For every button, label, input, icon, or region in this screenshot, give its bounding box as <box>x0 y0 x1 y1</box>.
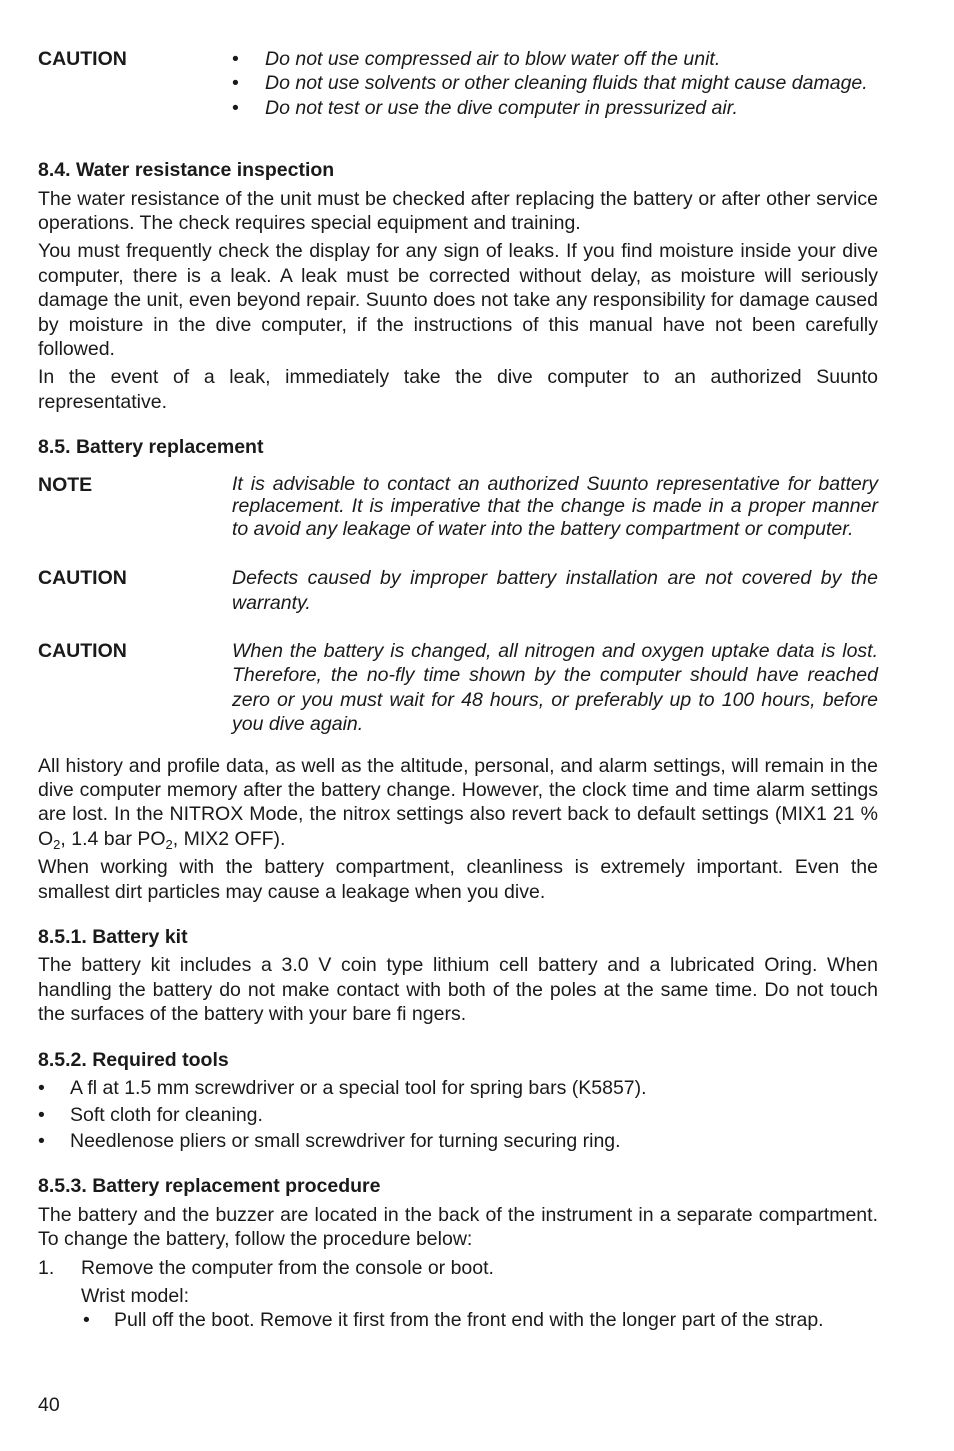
section-heading-8-4: 8.4. Water resistance inspection <box>38 159 335 182</box>
page-content <box>38 47 878 1333</box>
list-item: • Soft cloth for cleaning. <box>38 1103 878 1127</box>
paragraph: The water resistance of the unit must be checked after replacing the battery or after other service operations. The check requires special equipment and training. <box>38 187 878 235</box>
wrist-model-label: Wrist model: <box>81 1284 189 1307</box>
list-item: • Needlenose pliers or small screwdriver for turning securing ring. <box>38 1129 878 1153</box>
caution-item: • Do not use solvents or other cleaning fluids that might cause damage. <box>232 71 878 95</box>
tools-list <box>38 1076 878 1153</box>
subscript: 2 <box>165 836 173 852</box>
subscript: 2 <box>53 836 61 852</box>
sub-bullet-item: • Pull off the boot. Remove it first from the front end with the longer part of the strap. <box>38 1308 878 1332</box>
text-run: , MIX2 OFF). <box>172 827 286 850</box>
section-heading-8-5: 8.5. Battery replacement <box>38 436 264 459</box>
section-heading-8-5-2: 8.5.2. Required tools <box>38 1048 229 1071</box>
caution-label: CAUTION <box>38 640 127 662</box>
note-label: NOTE <box>38 473 93 496</box>
section-heading-8-5-3: 8.5.3. Battery replacement procedure <box>38 1175 381 1198</box>
section-heading-8-5-1: 8.5.1. Battery kit <box>38 926 188 949</box>
step-item <box>38 1256 878 1280</box>
list-item: • A fl at 1.5 mm screwdriver or a special tool for spring bars (K5857). <box>38 1076 878 1100</box>
caution-list <box>232 47 878 120</box>
caution-text: Defects caused by improper battery installation are not covered by the warranty. <box>232 567 878 614</box>
caution-label: CAUTION <box>38 48 127 70</box>
step-number: 1. <box>38 1256 55 1279</box>
caution-item: • Do not test or use the dive computer in pressurized air. <box>232 96 878 120</box>
caution-block <box>38 566 878 615</box>
caution-label: CAUTION <box>38 567 127 590</box>
paragraph: In the event of a leak, immediately take the dive computer to an authorized Suunto representative. <box>38 366 878 413</box>
paragraph: You must frequently check the display for any sign of leaks. If you find moisture inside your dive computer, there is a leak. A leak must be corrected without delay, as moisture will seriously damage the unit, even beyond repair. Suunto does not take any responsibility for damage caused by moisture in the dive computer, if the instructions of this manual have not been carefully followed. <box>38 240 878 361</box>
paragraph: The battery and the buzzer are located in the back of the instrument in a separate compartment. To change the battery, follow the procedure below: <box>38 1203 878 1251</box>
note-block <box>38 473 878 541</box>
caution-block <box>38 639 878 737</box>
caution-text: When the battery is changed, all nitrogen and oxygen uptake data is lost. Therefore, the no-fly time shown by the computer should have reached zero or you must wait for 48 hours, or preferably up to 100 hours, before you dive again. <box>232 640 878 736</box>
text-run: , 1.4 bar PO <box>60 827 166 850</box>
caution-item: • Do not use compressed air to blow water off the unit. <box>232 47 878 71</box>
page-number: 40 <box>38 1394 60 1416</box>
step-text: Remove the computer from the console or boot. <box>81 1256 494 1279</box>
paragraph-settings <box>38 754 878 852</box>
note-text: It is advisable to contact an authorized Suunto representative for battery replacement. It is imperative that the change is made in a proper manner to avoid any leakage of water into the battery compartment or computer. <box>232 472 878 540</box>
paragraph: The battery kit includes a 3.0 V coin type lithium cell battery and a lubricated Oring. When handling the battery do not make contact with both of the poles at the same time. Do not touch the surfaces of the battery with your bare fi ngers. <box>38 954 878 1026</box>
paragraph: When working with the battery compartment, cleanliness is extremely important. Even the smallest dirt particles may cause a leakage when you dive. <box>38 856 878 903</box>
caution-block-top <box>38 47 878 120</box>
text-run: All history and profile data, as well as the altitude, personal, and alarm settings, will remain in the dive computer memory after the battery change. However, the clock time and time alarm settings are lost. In the NITROX Mode, the nitrox settings also revert back to default settings (MIX1 21 % O <box>38 754 878 850</box>
